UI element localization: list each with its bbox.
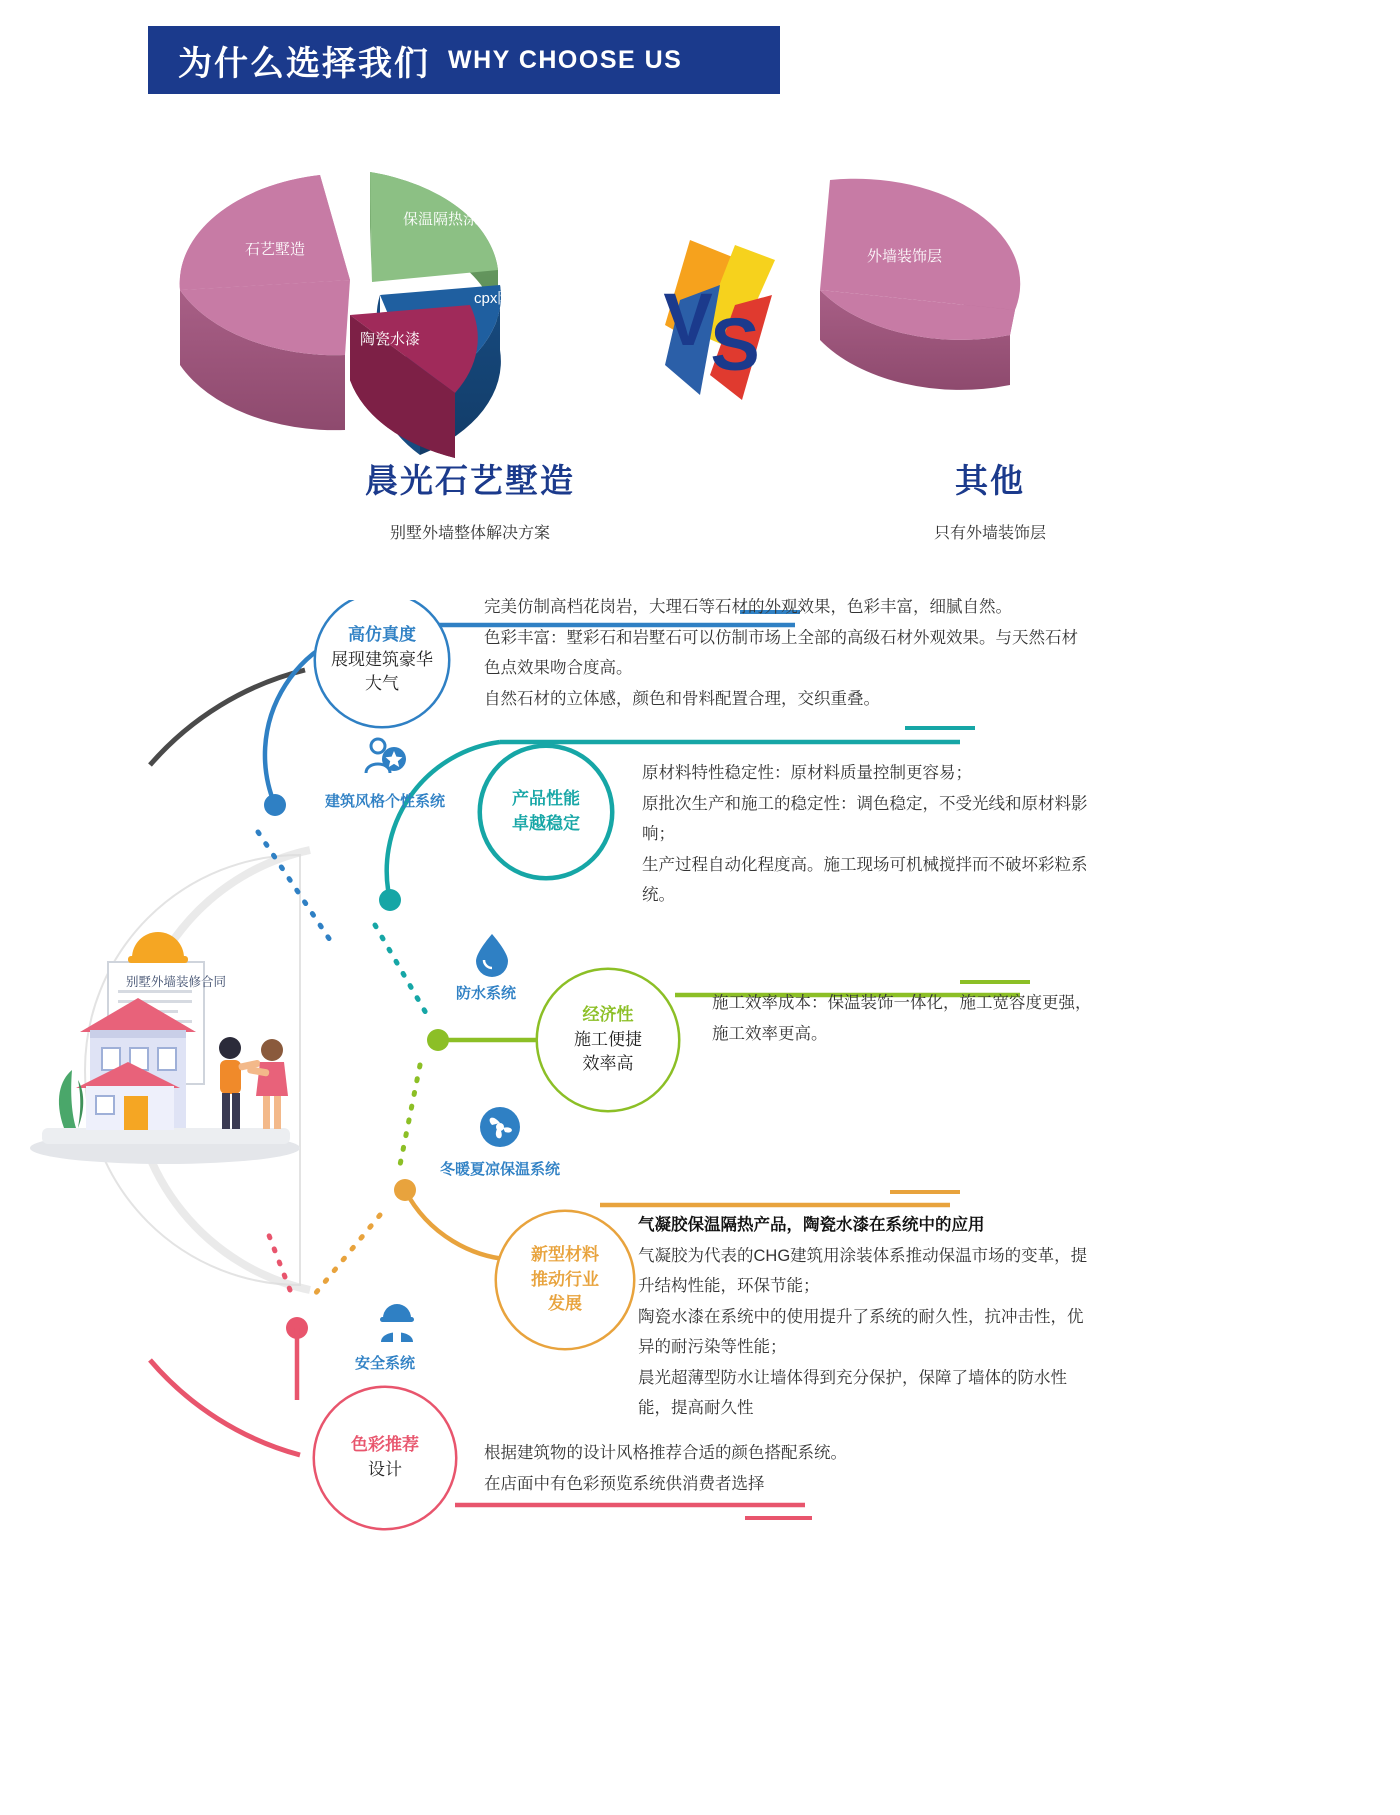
node-economy-sub2: 效率高	[582, 1054, 634, 1074]
system-label-architecture-style: 建筑风格个性系统	[325, 793, 446, 810]
svg-text:V: V	[663, 278, 713, 361]
node-high-fidelity-sub1: 展现建筑豪华	[331, 649, 433, 669]
node-new-material-sub1: 推动行业	[531, 1269, 599, 1289]
comparison-section	[0, 110, 1400, 510]
page-title-en: WHY CHOOSE US	[448, 45, 683, 74]
pie-slice-exterior-decoration	[820, 179, 1020, 390]
node-color-recommend-sub1: 设计	[368, 1460, 402, 1479]
text-new-material-heading: 气凝胶保温隔热产品，陶瓷水漆在系统中的应用	[638, 1216, 985, 1234]
node-high-fidelity-sub2: 大气	[365, 674, 399, 694]
fan-icon	[478, 1105, 522, 1154]
text-economy-p1: 施工效率成本：保温装饰一体化，施工宽容度更强，施工效率更高。	[712, 994, 1092, 1043]
system-label-waterproof: 防水系统	[456, 985, 517, 1002]
system-label-safety: 安全系统	[355, 1355, 416, 1372]
node-high-fidelity-title: 高仿真度	[348, 625, 416, 645]
text-high-fidelity-p2: 色彩丰富：墅彩石和岩墅石可以仿制市场上全部的高级石材外观效果。与天然石材色点效果吻合度高。	[484, 628, 1078, 678]
right-product-subtitle: 只有外墙装饰层	[933, 525, 1046, 542]
text-color-recommend-p1: 根据建筑物的设计风格推荐合适的颜色搭配系统。	[484, 1444, 847, 1462]
text-new-material-p1: 气凝胶为代表的CHG建筑用涂装体系推动保温市场的变革，提升结构性能，环保节能；	[638, 1246, 1088, 1296]
pie-comparison-graphic	[0, 110, 1400, 510]
text-block-new-material	[638, 1210, 1098, 1424]
text-block-high-fidelity	[484, 592, 1084, 714]
text-block-product-stability	[642, 758, 1112, 911]
pie-slice-shiyi	[180, 175, 350, 430]
text-high-fidelity-p1: 完美仿制高档花岗岩，大理石等石材的外观效果，色彩丰富，细腻自然。	[484, 598, 1012, 616]
node-economy-title: 经济性	[582, 1005, 634, 1025]
text-high-fidelity-p3: 自然石材的立体感，颜色和骨料配置合理，交织重叠。	[484, 689, 880, 708]
pie-label-cpx: cpx防水涂料	[474, 290, 558, 307]
house-and-people-illustration	[20, 920, 310, 1170]
system-label-insulation: 冬暖夏凉保温系统	[440, 1161, 561, 1178]
text-block-economy	[712, 988, 1092, 1049]
text-color-recommend-p2: 在店面中有色彩预览系统供消费者选择	[484, 1474, 765, 1493]
page-title-cn: 为什么选择我们	[178, 44, 430, 83]
node-new-material[interactable]	[497, 1212, 633, 1348]
pie-label-ceramic: 陶瓷水漆	[360, 331, 421, 348]
node-product-stability[interactable]	[482, 748, 610, 876]
pie-label-exterior: 外墙装饰层	[867, 248, 943, 265]
left-product-subtitle: 别墅外墙整体解决方案	[389, 525, 550, 542]
text-product-stability-p2: 原批次生产和施工的稳定性：调色稳定，不受光线和原材料影响；	[642, 794, 1088, 844]
node-economy-sub1: 施工便捷	[574, 1029, 642, 1049]
node-new-material-sub2: 发展	[548, 1294, 582, 1314]
page-header-banner	[148, 26, 780, 94]
text-product-stability-p3: 生产过程自动化程度高。施工现场可机械搅拌而不破坏彩粒系统。	[642, 855, 1088, 905]
node-product-stability-sub1: 卓越稳定	[512, 814, 580, 833]
node-high-fidelity[interactable]	[316, 594, 448, 726]
text-new-material-p2: 陶瓷水漆在系统中的使用提升了系统的耐久性，抗冲击性，优异的耐污染等性能；	[638, 1307, 1084, 1357]
pie-slice-ceramic	[350, 305, 478, 458]
features-diagram	[0, 600, 1400, 1810]
contract-label: 别墅外墙装修合同	[126, 975, 227, 989]
water-drop-icon	[470, 930, 514, 983]
node-new-material-title: 新型材料	[531, 1245, 599, 1265]
pie-label-insulation: 保温隔热涂料	[403, 211, 494, 228]
text-new-material-p3: 晨光超薄型防水让墙体得到充分保护，保障了墙体的防水性能，提高耐久性	[638, 1368, 1067, 1418]
right-product-title: 其他	[955, 462, 1025, 499]
node-color-recommend[interactable]	[315, 1388, 455, 1528]
left-product-title: 晨光石艺墅造	[365, 462, 575, 499]
node-product-stability-title: 产品性能	[512, 789, 580, 809]
node-economy[interactable]	[538, 970, 678, 1110]
text-block-color-recommend	[484, 1438, 1004, 1499]
vs-emblem	[663, 240, 775, 400]
svg-text:S: S	[710, 303, 760, 386]
pie-label-shiyi: 石艺墅造	[245, 241, 306, 258]
helmet-person-icon	[375, 1300, 419, 1349]
person-star-icon	[360, 735, 408, 788]
text-product-stability-p1: 原材料特性稳定性：原材料质量控制更容易；	[642, 764, 972, 782]
node-color-recommend-title: 色彩推荐	[351, 1435, 419, 1455]
